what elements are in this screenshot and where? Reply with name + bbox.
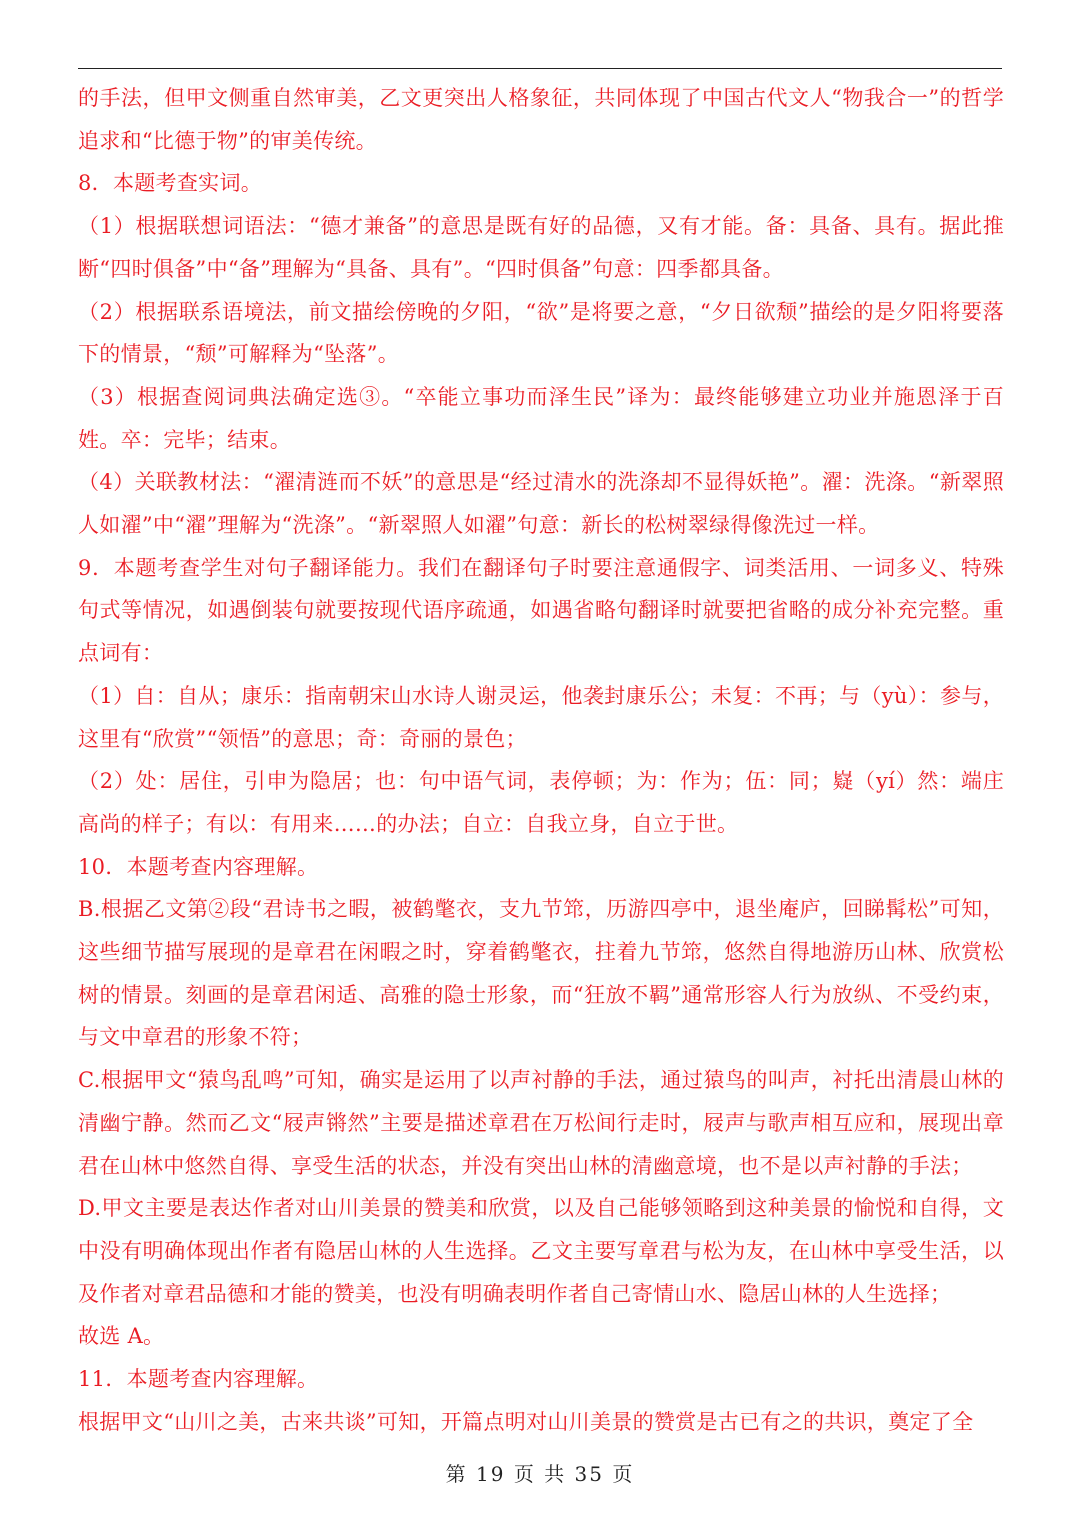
paragraph: （2）根据联系语境法，前文描绘傍晚的夕阳，“欲”是将要之意，“夕日欲颓”描绘的是夕阳将要落下的情景，“颓”可解释为“坠落”。: [78, 299, 1004, 367]
paragraph: C.根据甲文“猿鸟乱鸣”可知，确实是运用了以声衬静的手法，通过猿鸟的叫声，衬托出清晨山林的清幽宁静。然而乙文“屐声锵然”主要是描述章君在万松间行走时，屐声与歌声相互应和，展现出章君在山林中悠然自得、享受生活的状态，并没有突出山林的清幽意境，也不是以声衬静的手法；: [78, 1068, 1004, 1178]
header-rule: [78, 68, 1002, 69]
paragraph: （3）根据查阅词典法确定选③。“卒能立事功而泽生民”译为：最终能够建立功业并施恩泽于百姓。卒：完毕；结束。: [78, 384, 1004, 452]
paragraph: 11．本题考查内容理解。: [78, 1367, 319, 1392]
paragraph: D.甲文主要是表达作者对山川美景的赞美和欣赏，以及自己能够领略到这种美景的愉悦和自得，文中没有明确体现出作者有隐居山林的人生选择。乙文主要写章君与松为友，在山林中享受生活，以及作者对章君品德和才能的赞美，也没有明确表明作者自己寄情山水、隐居山林的人生选择；: [78, 1196, 1004, 1306]
paragraph: 根据甲文“山川之美，古来共谈”可知，开篇点明对山川美景的赞赏是古已有之的共识，奠定了全: [78, 1409, 974, 1434]
answer-text: [78, 77, 1004, 1444]
paragraph: （2）处：居住，引申为隐居；也：句中语气词，表停顿；为：作为；伍：同；嶷（yí）然：端庄高尚的样子；有以：有用来……的办法；自立：自我立身，自立于世。: [78, 769, 1004, 836]
paragraph: 10．本题考查内容理解。: [78, 854, 319, 879]
paragraph: 故选 A。: [78, 1324, 165, 1349]
paragraph: （1）自：自从；康乐：指南朝宋山水诗人谢灵运，他袭封康乐公；未复：不再；与（yù）：参与，这里有“欣赏”“领悟”的意思；奇：奇丽的景色；: [78, 683, 1004, 751]
paragraph: 9．本题考查学生对句子翻译能力。我们在翻译句子时要注意通假字、词类活用、一词多义、特殊句式等情况，如遇倒装句就要按现代语序疏通，如遇省略句翻译时就要把省略的成分补充完整。重点词有：: [78, 555, 1004, 666]
paragraph: （4）关联教材法：“濯清涟而不妖”的意思是“经过清水的洗涤却不显得妖艳”。濯：洗涤。“新翠照人如濯”中“濯”理解为“洗涤”。“新翠照人如濯”句意：新长的松树翠绿得像洗过一样。: [78, 470, 1004, 538]
paragraph: B.根据乙文第②段“君诗书之暇，被鹤氅衣，支九节筇，历游四亭中，退坐庵庐，回睇髯松”可知，这些细节描写展现的是章君在闲暇之时，穿着鹤氅衣，拄着九节筇，悠然自得地游历山林、欣赏松树的情景。刻画的是章君闲适、高雅的隐士形象，而“狂放不羁”通常形容人行为放纵、不受约束，与文中章君的形象不符；: [78, 897, 1004, 1050]
paragraph: 的手法，但甲文侧重自然审美，乙文更突出人格象征，共同体现了中国古代文人“物我合一”的哲学追求和“比德于物”的审美传统。: [78, 86, 1004, 153]
page-number-footer: 第 19 页 共 35 页: [445, 1462, 635, 1486]
paragraph: 8．本题考查实词。: [78, 171, 263, 196]
paragraph: （1）根据联想词语法：“德才兼备”的意思是既有好的品德，又有才能。备：具备、具有。据此推断“四时俱备”中“备”理解为“具备、具有”。“四时俱备”句意：四季都具备。: [78, 214, 1004, 281]
